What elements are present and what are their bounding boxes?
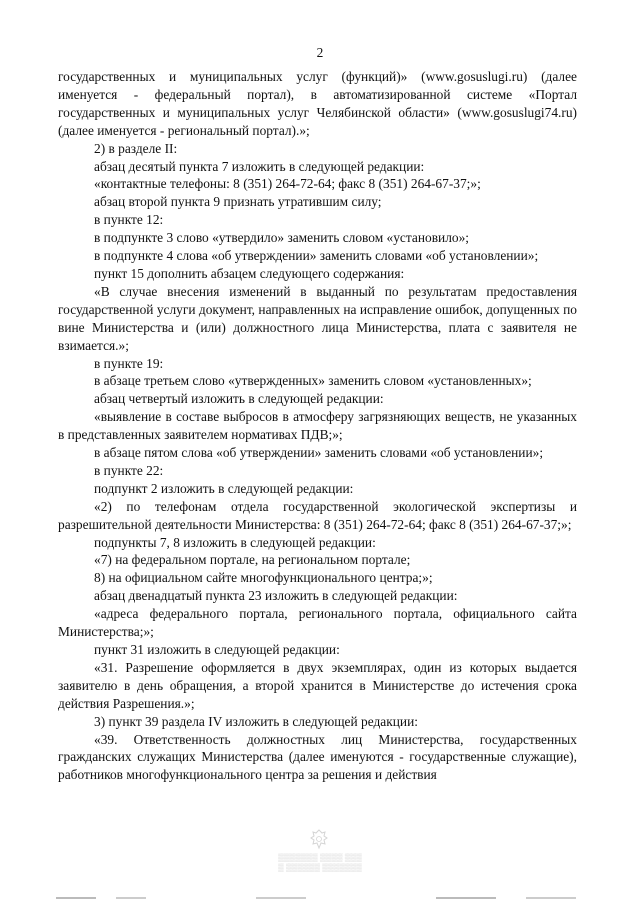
- watermark-stamp: [250, 853, 390, 873]
- stamp-line-1: ▒▒▒▒▒▒▒ ▒▒▒▒ ▒▒▒: [278, 853, 362, 862]
- paragraph: в пункте 12:: [94, 212, 164, 228]
- paragraph: пункт 31 изложить в следующей редакции:: [94, 642, 340, 657]
- paragraph: в пункте 22:: [94, 462, 164, 478]
- paragraph: «31. Разрешение оформляется в двух экземплярах, один из которых выдается заявителю в день обращения, а второй хранится в Министерстве до истечения срока действия Разрешения.»;: [58, 659, 577, 711]
- paragraph: «2) по телефонам отдела государственной экологической экспертизы и разрешительной деятельности Министерства: 8 (351) 264-72-64; факс 8 (351) 264-67-37;»;: [58, 498, 577, 532]
- page-number: 2: [316, 45, 324, 60]
- paragraph: 2) в разделе II:: [94, 140, 178, 156]
- paragraph: в подпункте 4 слова «об утверждении» заменить словами «об установлении»;: [94, 248, 539, 264]
- paragraph: подпункты 7, 8 изложить в следующей редакции:: [94, 534, 376, 550]
- paragraph: 8) на официальном сайте многофункционального центра;»;: [94, 570, 433, 586]
- paragraph: «В случае внесения изменений в выданный по результатам предоставления государственной услуги документ, направленных на исправление ошибок, допущенных по вине Министерства и (или) должностного лица Министерства, плата с заявителя не взимается.»;: [58, 283, 577, 353]
- paragraph: в подпункте 3 слово «утвердило» заменить словом «установило»;: [94, 230, 469, 246]
- paragraph: «39. Ответственность должностных лиц Министерства, государственных гражданских служащих Министерства (далее именуются - государственные служащие), работников многофункционального центра за решения и действия: [58, 731, 577, 783]
- paragraph: в абзаце третьем слово «утвержденных» заменить словом «установленных»;: [94, 373, 532, 389]
- paragraph: «контактные телефоны: 8 (351) 264-72-64; факс 8 (351) 264-67-37;»;: [94, 176, 481, 192]
- paragraph: подпункт 2 изложить в следующей редакции:: [94, 480, 354, 496]
- scan-edge-strip: [56, 897, 576, 899]
- paragraph: «адреса федерального портала, регионального портала, официального сайта Министерства;»;: [58, 606, 577, 640]
- stamp-line-2: ▒ ▒▒▒▒▒▒ ▒▒▒▒▒▒▒: [278, 863, 362, 872]
- paragraph: абзац двенадцатый пункта 23 изложить в следующей редакции:: [94, 588, 458, 604]
- paragraph: «выявление в составе выбросов в атмосферу загрязняющих веществ, не указанных в представленных заявителем нормативах ПДВ;»;: [58, 409, 577, 443]
- document-body: [58, 68, 577, 784]
- paragraph: абзац четвертый изложить в следующей редакции:: [94, 391, 384, 407]
- paragraph: 3) пункт 39 раздела IV изложить в следующей редакции:: [94, 713, 418, 729]
- paragraph: пункт 15 дополнить абзацем следующего содержания:: [94, 265, 405, 281]
- paragraph: в пункте 19:: [94, 355, 164, 371]
- paragraph: абзац второй пункта 9 признать утратившим силу;: [94, 194, 382, 210]
- coat-of-arms-icon: [309, 829, 329, 851]
- paragraph: государственных и муниципальных услуг (функций)» (www.gosuslugi.ru) (далее именуется - федеральный портал), в автоматизированной системе «Портал государственных и муниципальных услуг Челябинской области» (www.gosuslugi74.ru) (далее именуется - региональный портал).»;: [58, 69, 577, 138]
- paragraph: абзац десятый пункта 7 изложить в следующей редакции:: [94, 158, 425, 174]
- paragraph: в абзаце пятом слова «об утверждении» заменить словами «об установлении»;: [94, 445, 544, 461]
- paragraph: «7) на федеральном портале, на региональном портале;: [94, 552, 411, 568]
